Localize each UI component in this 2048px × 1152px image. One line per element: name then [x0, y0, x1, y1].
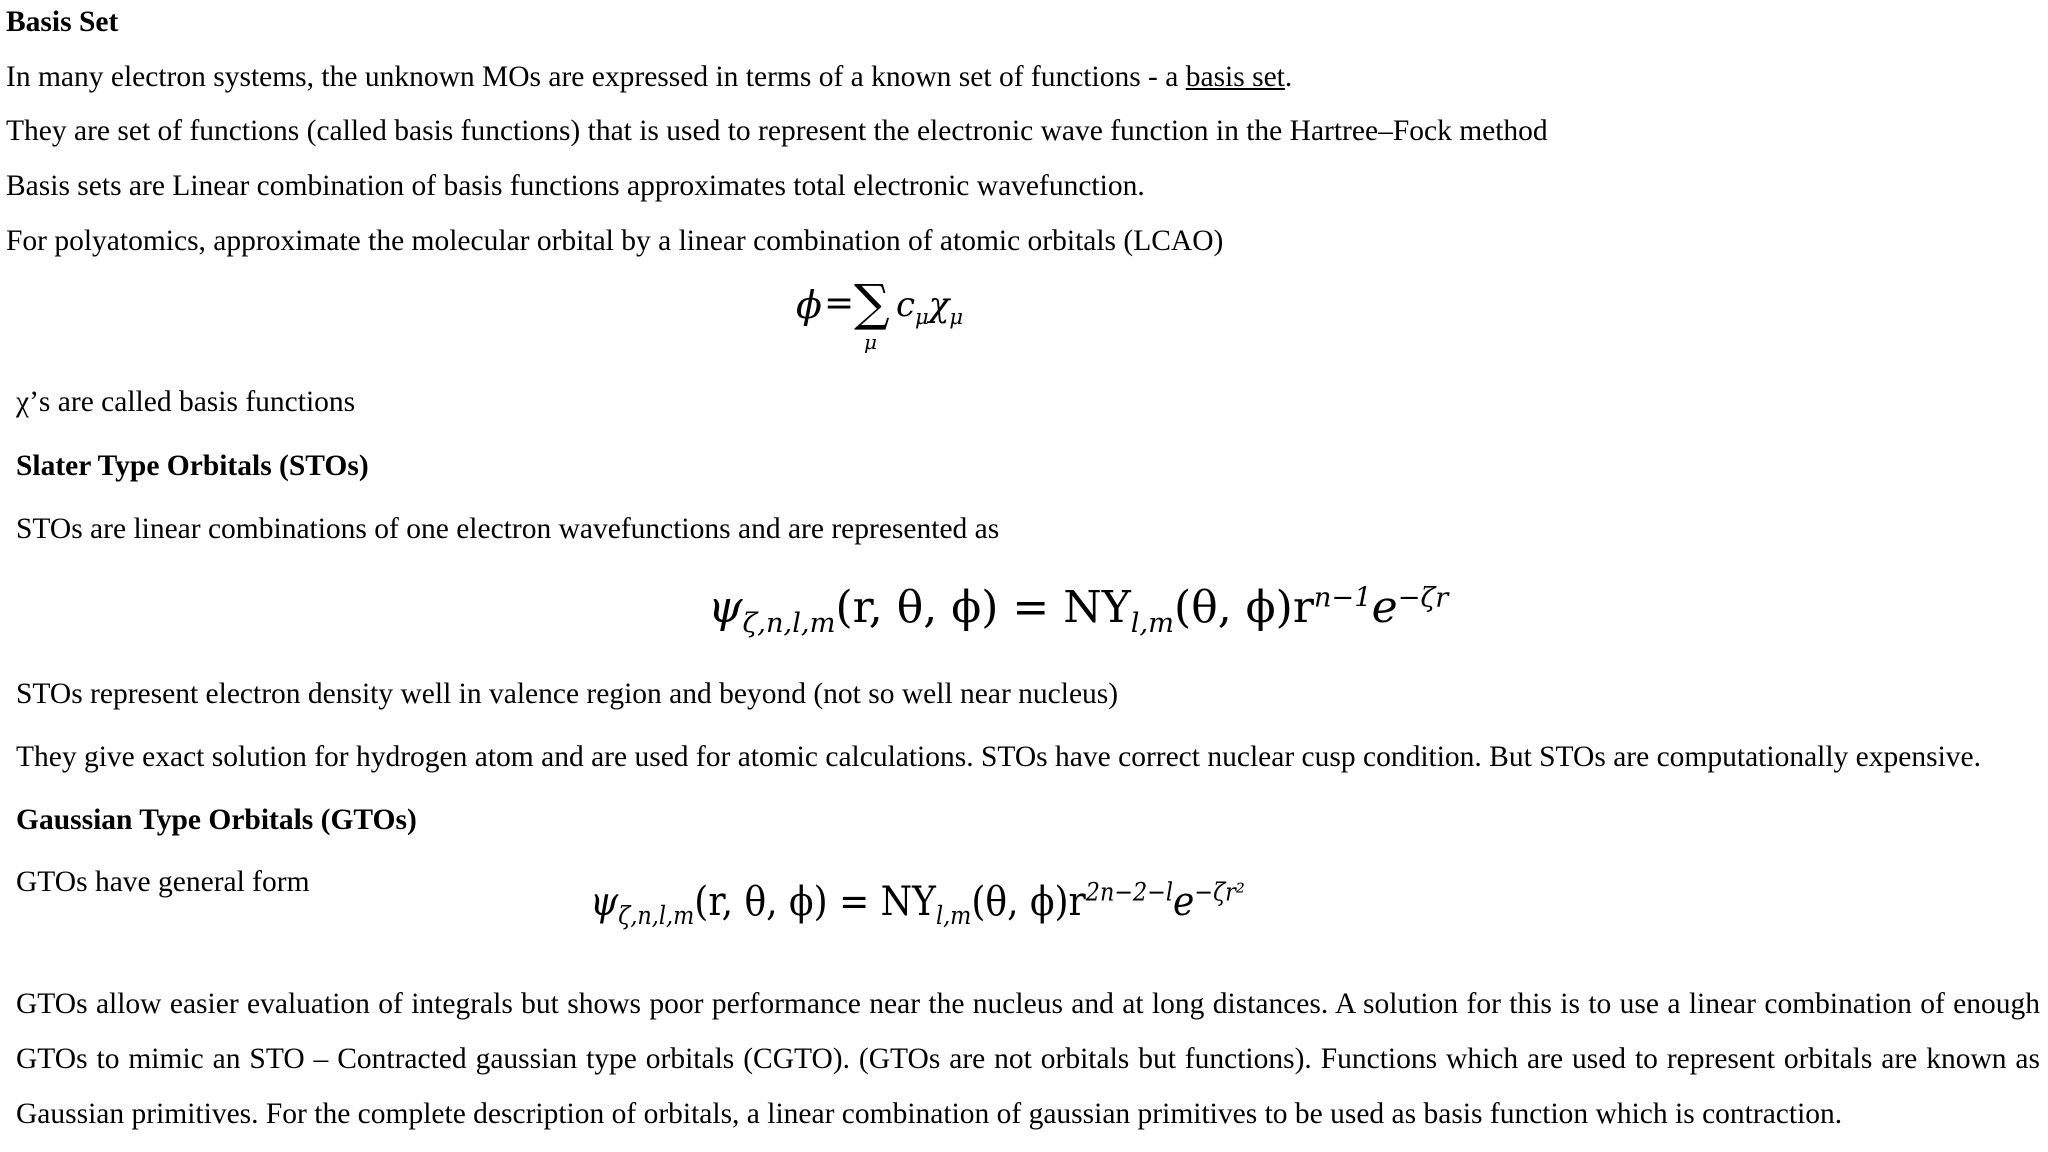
sto-equation: $\psi_{\zeta,n,l,m}(r$, θ, $\phi) = NY_{l,m}(\theta$, $\phi)r^{n-1}e^{-\zeta r}$ — [708, 582, 1449, 639]
sto-note-2: They give exact solution for hydrogen atom and are used for atomic calculations. STOs have correct nuclear cusp condition. But STOs are computationally expensive. — [16, 741, 1982, 773]
sto-note-1: STOs represent electron density well in valence region and beyond (not so well near nucleus) — [16, 678, 1119, 710]
intro-line-1 — [6, 63, 1292, 93]
sum-symbol: ∑ — [854, 274, 890, 332]
intro-line-2: They are set of functions (called basis functions) that is used to represent the electronic wave function in the Hartree–Fock method — [6, 115, 1548, 147]
sum-index: μ — [864, 330, 877, 354]
intro-line-4: For polyatomics, approximate the molecular orbital by a linear combination of atomic orbitals (LCAO) — [6, 225, 1224, 257]
phi-symbol: ϕ — [796, 283, 822, 327]
gto-equation: $\psi_{\zeta,n,l,m}(r$, θ, $\phi) = NY_{l,m}(\theta$, $\phi)r^{2n-2-l}e^{-\zeta r^2}$ — [590, 877, 1245, 930]
gto-description: GTOs have general form — [16, 866, 310, 898]
intro-line-3: Basis sets are Linear combination of basis functions approximates total electronic wavefunction. — [6, 170, 1145, 202]
intro-line-1-text: In many electron systems, the unknown MOs are expressed in terms of a known set of functions - a — [6, 61, 1186, 93]
lcao-equation — [796, 274, 996, 357]
basis-set-link[interactable]: basis set — [1185, 61, 1285, 93]
equals-sign: = — [824, 283, 855, 324]
coefficient: $c_\mu\chi_\mu$ — [896, 285, 964, 329]
intro-line-1-end: . — [1284, 61, 1293, 93]
chi-note: χ’s are called basis functions — [16, 386, 356, 418]
sto-heading: Slater Type Orbitals (STOs) — [16, 450, 369, 482]
gto-heading: Gaussian Type Orbitals (GTOs) — [16, 804, 417, 836]
page-title: Basis Set — [6, 6, 119, 38]
gto-paragraph: GTOs allow easier evaluation of integrals but shows poor performance near the nucleus and at long distances. A solution for this is to use a linear combination of enough GTOs to mimic an STO – Contracted gaussian type orbitals (CGTO). (GTOs are not orbitals but functions). Functions which are used to represent orbitals are known as Gaussian primitives. For the complete description of orbitals, a linear combination of gaussian primitives to be used as basis function which is contraction. — [16, 988, 2040, 1130]
sto-description: STOs are linear combinations of one electron wavefunctions and are represented as — [16, 513, 1000, 545]
